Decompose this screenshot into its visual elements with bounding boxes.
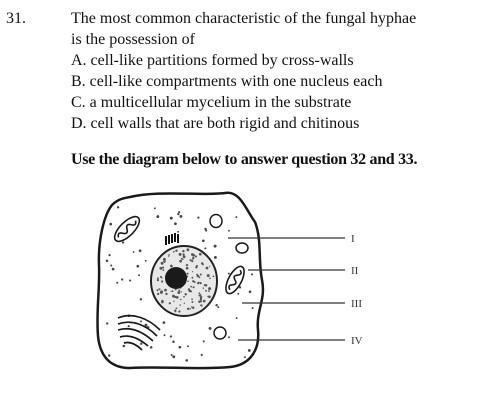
chromatin-dot bbox=[213, 276, 215, 278]
chromatin-dot bbox=[191, 298, 193, 300]
chromatin-dot bbox=[164, 289, 167, 292]
question-number: 31. bbox=[6, 10, 26, 27]
chromatin-dot bbox=[182, 253, 184, 255]
cytoplasm-dot bbox=[217, 306, 219, 308]
cytoplasm-dot bbox=[112, 268, 115, 271]
chromatin-dot bbox=[183, 255, 186, 258]
chromatin-dot bbox=[192, 271, 193, 272]
cytoplasm-dot bbox=[156, 215, 159, 218]
chromatin-dot bbox=[200, 296, 202, 298]
label-iii: III bbox=[351, 298, 362, 310]
chromatin-dot bbox=[200, 298, 202, 300]
cytoplasm-dot bbox=[187, 345, 189, 347]
cytoplasm-dot bbox=[170, 217, 173, 220]
chromatin-dot bbox=[159, 267, 162, 270]
cytoplasm-dot bbox=[249, 290, 252, 293]
chromatin-dot bbox=[157, 293, 159, 295]
chromatin-dot bbox=[190, 259, 192, 261]
chromatin-dot bbox=[191, 301, 193, 303]
chromatin-dot bbox=[190, 308, 191, 309]
chromatin-dot bbox=[203, 300, 206, 303]
chromatin-dot bbox=[198, 300, 200, 302]
question-stem-line-1: The most common characteristic of the fungal hyphae bbox=[71, 10, 417, 27]
chromatin-dot bbox=[200, 274, 202, 276]
chromatin-dot bbox=[171, 291, 172, 292]
chromatin-dot bbox=[179, 260, 182, 263]
chromatin-dot bbox=[184, 293, 186, 295]
chromatin-dot bbox=[179, 253, 182, 256]
chromatin-dot bbox=[162, 267, 164, 269]
diagram-instruction: Use the diagram below to answer question 32 and 33. bbox=[71, 151, 418, 168]
chromatin-dot bbox=[173, 301, 174, 302]
chromatin-dot bbox=[191, 253, 194, 256]
cytoplasm-dot bbox=[145, 260, 147, 262]
cytoplasm-dot bbox=[123, 345, 126, 348]
option-a: A. cell-like partitions formed by cross-walls bbox=[71, 52, 354, 69]
chromatin-dot bbox=[161, 262, 164, 265]
chromatin-dot bbox=[184, 303, 185, 304]
chromatin-dot bbox=[192, 258, 194, 260]
chromatin-dot bbox=[186, 264, 188, 266]
chromatin-dot bbox=[187, 248, 190, 251]
cytoplasm-dot bbox=[228, 273, 230, 275]
question-stem-line-2: is the possession of bbox=[71, 31, 195, 48]
chromatin-dot bbox=[203, 287, 204, 288]
cytoplasm-dot bbox=[170, 335, 172, 337]
chromatin-dot bbox=[157, 279, 159, 281]
cytoplasm-dot bbox=[228, 230, 230, 232]
cytoplasm-dot bbox=[205, 230, 207, 232]
chromatin-dot bbox=[208, 290, 210, 292]
cytoplasm-dot bbox=[248, 349, 251, 352]
cytoplasm-dot bbox=[252, 307, 254, 309]
option-d: D. cell walls that are both rigid and chitinous bbox=[71, 115, 360, 132]
chromatin-dot bbox=[195, 255, 197, 257]
cytoplasm-dot bbox=[140, 298, 142, 300]
nucleolus bbox=[165, 267, 187, 289]
chromatin-dot bbox=[178, 290, 180, 292]
cytoplasm-dot bbox=[209, 327, 212, 330]
chromatin-dot bbox=[170, 265, 173, 268]
chromatin-dot bbox=[201, 262, 203, 264]
chromatin-dot bbox=[182, 258, 184, 260]
chromatin-dot bbox=[192, 306, 194, 308]
cytoplasm-dot bbox=[109, 223, 112, 226]
chromatin-dot bbox=[199, 292, 201, 294]
chromatin-dot bbox=[187, 280, 189, 282]
cytoplasm-dot bbox=[203, 340, 205, 342]
chromatin-dot bbox=[175, 250, 177, 252]
cytoplasm-dot bbox=[214, 256, 217, 259]
chromatin-dot bbox=[169, 302, 171, 304]
chromatin-dot bbox=[180, 291, 181, 292]
cytoplasm-dot bbox=[163, 334, 165, 336]
chromatin-dot bbox=[175, 307, 177, 309]
cytoplasm-dot bbox=[128, 325, 130, 327]
chromatin-dot bbox=[199, 253, 202, 256]
chromatin-dot bbox=[161, 300, 163, 302]
cytoplasm-dot bbox=[179, 215, 182, 218]
cytoplasm-dot bbox=[178, 346, 181, 349]
cytoplasm-dot bbox=[197, 216, 199, 218]
cytoplasm-dot bbox=[177, 231, 179, 233]
chromatin-dot bbox=[161, 280, 163, 282]
chromatin-dot bbox=[190, 286, 192, 288]
cytoplasm-dot bbox=[174, 222, 177, 225]
chromatin-dot bbox=[173, 251, 175, 253]
cytoplasm-dot bbox=[139, 249, 142, 252]
chromatin-dot bbox=[162, 269, 164, 271]
cytoplasm-dot bbox=[171, 354, 173, 356]
chromatin-dot bbox=[192, 287, 193, 288]
chromatin-dot bbox=[192, 280, 194, 282]
cytoplasm-dot bbox=[150, 346, 153, 349]
chromatin-dot bbox=[176, 296, 179, 299]
chromatin-dot bbox=[178, 310, 180, 312]
cytoplasm-dot bbox=[110, 264, 112, 266]
chromatin-dot bbox=[207, 274, 210, 277]
cytoplasm-dot bbox=[235, 216, 237, 218]
chromatin-dot bbox=[198, 295, 200, 297]
cytoplasm-dot bbox=[106, 322, 108, 324]
chromatin-dot bbox=[189, 290, 192, 293]
cytoplasm-dot bbox=[129, 280, 131, 282]
chromatin-dot bbox=[179, 304, 180, 305]
cytoplasm-dot bbox=[163, 321, 166, 324]
chromatin-dot bbox=[163, 260, 165, 262]
cytoplasm-dot bbox=[251, 273, 253, 275]
cytoplasm-dot bbox=[177, 213, 179, 215]
cytoplasm-dot bbox=[172, 355, 175, 358]
chromatin-dot bbox=[177, 291, 180, 294]
cytoplasm-dot bbox=[185, 359, 188, 362]
cytoplasm-dot bbox=[108, 354, 110, 356]
chromatin-dot bbox=[183, 296, 185, 298]
chromatin-dot bbox=[180, 299, 182, 301]
cytoplasm-dot bbox=[138, 274, 140, 276]
cytoplasm-dot bbox=[244, 356, 246, 358]
chromatin-dot bbox=[165, 293, 167, 295]
chromatin-dot bbox=[201, 305, 202, 306]
chromatin-dot bbox=[199, 282, 201, 284]
label-iv: IV bbox=[351, 335, 363, 347]
chromatin-dot bbox=[157, 277, 159, 279]
chromatin-dot bbox=[172, 295, 175, 298]
chromatin-dot bbox=[191, 277, 193, 279]
chromatin-dot bbox=[205, 290, 207, 292]
chromatin-dot bbox=[186, 267, 189, 270]
option-b: B. cell-like compartments with one nucleus each bbox=[71, 73, 383, 90]
chromatin-dot bbox=[197, 275, 200, 278]
chromatin-dot bbox=[209, 278, 211, 280]
chromatin-dot bbox=[187, 308, 189, 310]
chromatin-dot bbox=[206, 267, 209, 270]
cytoplasm-dot bbox=[201, 354, 203, 356]
cytoplasm-dot bbox=[214, 245, 217, 248]
cytoplasm-dot bbox=[106, 260, 109, 263]
label-i: I bbox=[351, 233, 355, 245]
cytoplasm-dot bbox=[178, 211, 180, 213]
chromatin-dot bbox=[160, 291, 163, 294]
chromatin-dot bbox=[161, 277, 163, 279]
chromatin-dot bbox=[175, 311, 176, 312]
cytoplasm-dot bbox=[133, 251, 135, 253]
chromatin-dot bbox=[197, 282, 199, 284]
cytoplasm-dot bbox=[122, 241, 124, 243]
chromatin-dot bbox=[157, 289, 159, 291]
cytoplasm-dot bbox=[237, 293, 239, 295]
chromatin-dot bbox=[209, 266, 210, 267]
option-c: C. a multicellular mycelium in the substrate bbox=[71, 94, 352, 111]
cytoplasm-dot bbox=[236, 317, 238, 319]
cytoplasm-dot bbox=[228, 336, 230, 338]
chromatin-dot bbox=[169, 254, 170, 255]
chromatin-dot bbox=[168, 255, 170, 257]
cytoplasm-dot bbox=[215, 304, 217, 306]
label-ii: II bbox=[351, 265, 359, 277]
chromatin-dot bbox=[187, 273, 189, 275]
chromatin-dot bbox=[208, 295, 211, 298]
chromatin-dot bbox=[163, 258, 166, 261]
chromatin-dot bbox=[159, 288, 161, 290]
cytoplasm-dot bbox=[154, 207, 156, 209]
chromatin-dot bbox=[195, 266, 197, 268]
chromatin-dot bbox=[208, 287, 211, 290]
cytoplasm-dot bbox=[140, 320, 142, 322]
nucleus bbox=[151, 246, 217, 316]
cytoplasm-dot bbox=[202, 239, 205, 242]
cytoplasm-dot bbox=[172, 341, 175, 344]
cytoplasm-dot bbox=[204, 247, 206, 249]
cytoplasm-dot bbox=[117, 206, 119, 208]
cytoplasm-dot bbox=[140, 343, 142, 345]
cytoplasm-dot bbox=[136, 265, 139, 268]
cytoplasm-dot bbox=[108, 254, 110, 256]
cytoplasm-dot bbox=[121, 278, 123, 280]
chromatin-dot bbox=[205, 284, 207, 286]
chromatin-dot bbox=[182, 250, 184, 252]
cytoplasm-dot bbox=[116, 282, 118, 284]
chromatin-dot bbox=[172, 290, 174, 292]
